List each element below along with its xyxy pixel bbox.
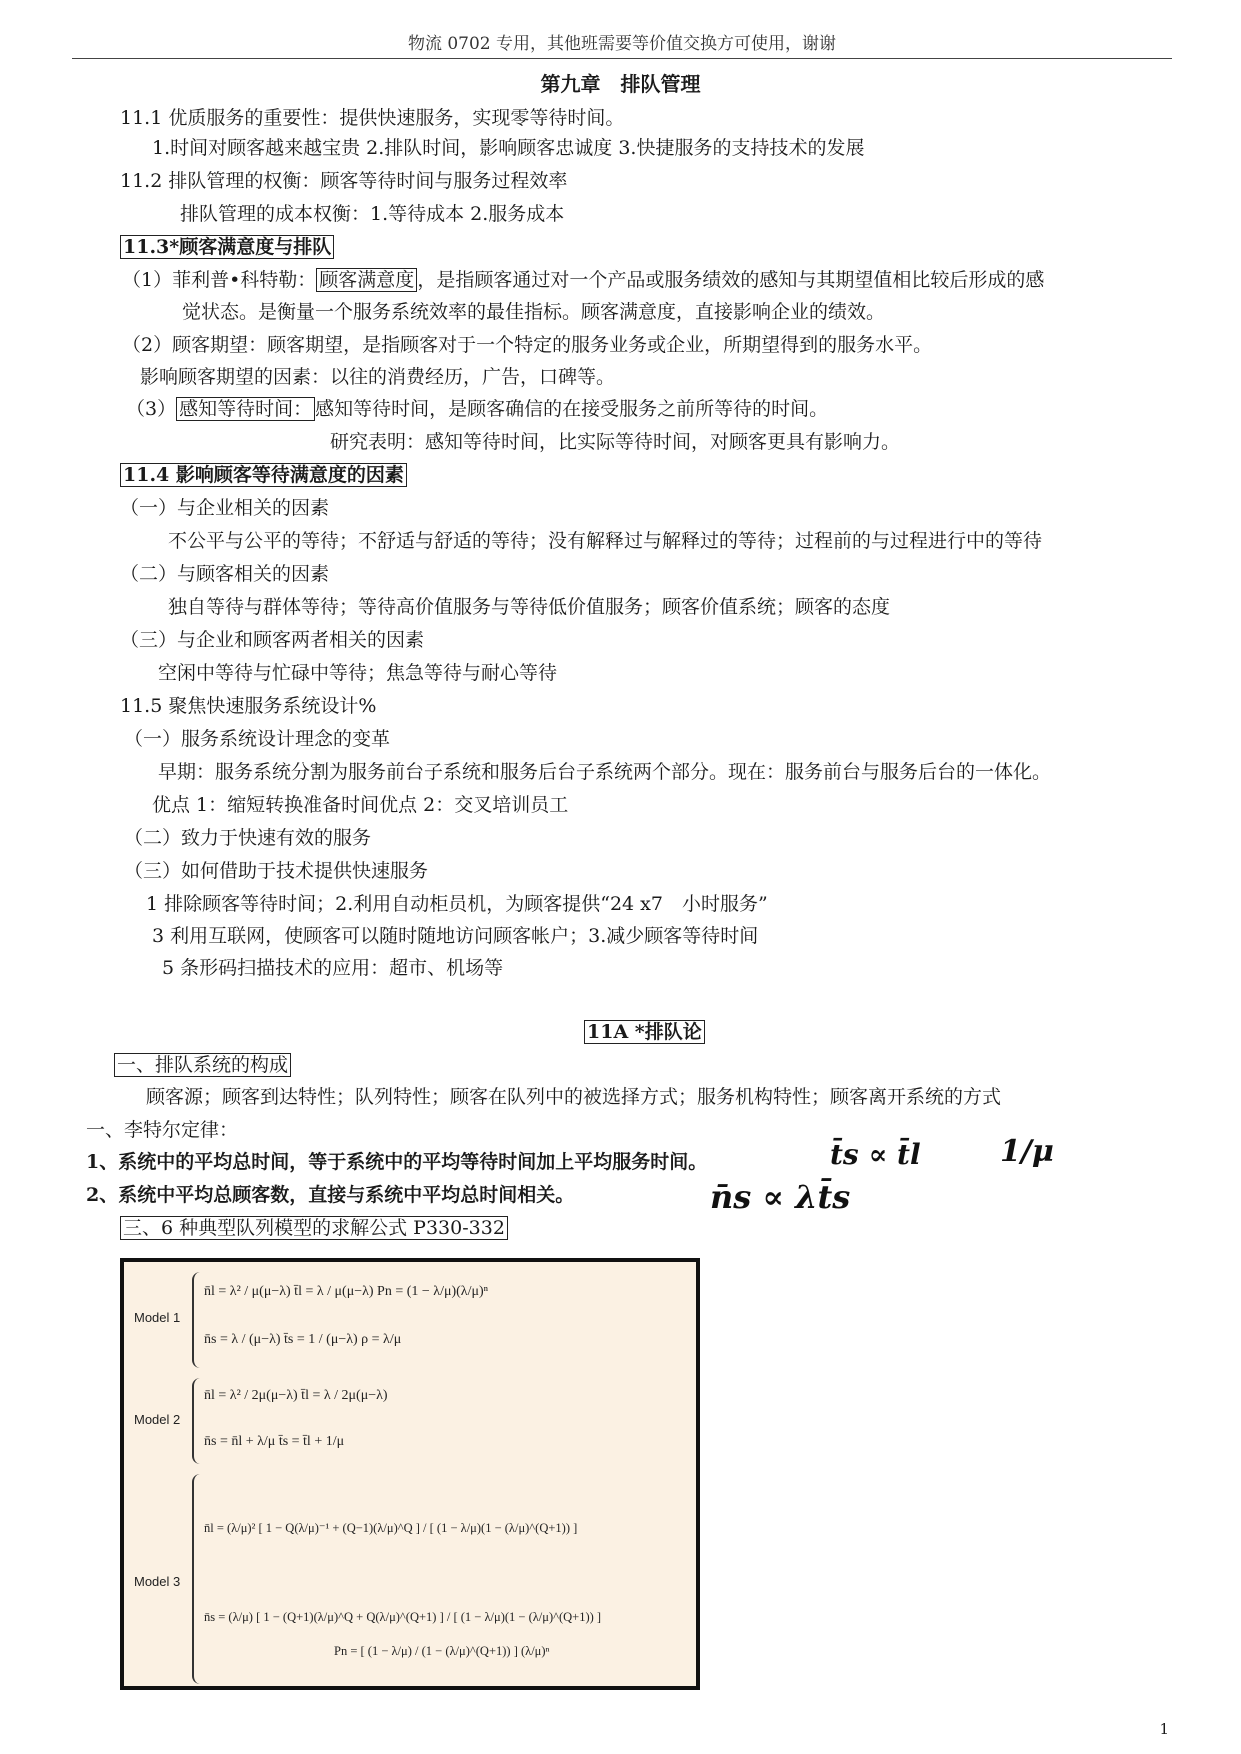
section-heading <box>120 1214 508 1242</box>
text-line: （一）与企业相关的因素 <box>120 497 330 519</box>
formula-line: n̄s = λ / (μ−λ) t̄s = 1 / (μ−λ) ρ = λ/μ <box>204 1332 402 1347</box>
text-span: （3） <box>126 398 177 420</box>
model-label: Model 2 <box>134 1412 181 1427</box>
formula-line: n̄l = λ² / 2μ(μ−λ) t̄l = λ / 2μ(μ−λ) <box>204 1388 388 1403</box>
boxed-heading: 11A *排队论 <box>584 1020 705 1044</box>
formula-line: n̄s = (λ/μ) [ 1 − (Q+1)(λ/μ)^Q + Q(λ/μ)^(Q+1) ] / [ (1 − λ/μ)(1 − (λ/μ)^(Q+1)) ] <box>204 1610 602 1624</box>
text-line: 研究表明：感知等待时间，比实际等待时间，对顾客更具有影响力。 <box>330 431 901 453</box>
text-line: 顾客源；顾客到达特性；队列特性；顾客在队列中的被选择方式；服务机构特性；顾客离开系统的方式 <box>146 1086 1002 1108</box>
text-line: 优点 1：缩短转换准备时间优点 2：交叉培训员工 <box>152 794 569 816</box>
brace <box>192 1474 202 1684</box>
text-span: 感知等待时间，是顾客确信的在接受服务之前所等待的时间。 <box>315 398 829 420</box>
boxed-heading: 11.3*顾客满意度与排队 <box>120 235 334 259</box>
text-line: 觉状态。是衡量一个服务系统效率的最佳指标。顾客满意度，直接影响企业的绩效。 <box>182 301 886 323</box>
text-line: 11.2 排队管理的权衡：顾客等待时间与服务过程效率 <box>120 170 568 192</box>
section-heading <box>114 1051 291 1079</box>
brace <box>192 1272 202 1368</box>
model-label: Model 1 <box>134 1310 181 1325</box>
text-line: 1.时间对顾客越来越宝贵 2.排队时间，影响顾客忠诚度 3.快捷服务的支持技术的发展 <box>152 137 865 159</box>
boxed-heading: 一、排队系统的构成 <box>114 1053 291 1077</box>
section-heading <box>584 1018 705 1046</box>
text-line: （二）与顾客相关的因素 <box>120 563 330 585</box>
page-header: 物流 0702 专用，其他班需要等价值交换方可使用，谢谢 <box>72 30 1172 59</box>
text-line: 空闲中等待与忙碌中等待；焦急等待与耐心等待 <box>158 662 558 684</box>
formula-line: n̄l = λ² / μ(μ−λ) t̄l = λ / μ(μ−λ) Pn = (1 − λ/μ)(λ/μ)ⁿ <box>204 1284 489 1299</box>
text-line <box>126 395 828 423</box>
formula-line: n̄l = (λ/μ)² [ 1 − Q(λ/μ)⁻¹ + (Q−1)(λ/μ)^Q ] / [ (1 − λ/μ)(1 − (λ/μ)^(Q+1)) ] <box>204 1521 578 1535</box>
text-line: （三）如何借助于技术提供快速服务 <box>124 860 429 882</box>
boxed-heading: 11.4 影响顾客等待满意度的因素 <box>120 463 407 487</box>
text-line: （三）与企业和顾客两者相关的因素 <box>120 629 425 651</box>
boxed-term: 顾客满意度 <box>316 268 417 292</box>
text-line: 11.5 聚焦快速服务系统设计% <box>120 695 377 717</box>
text-line: 一、李特尔定律： <box>86 1119 239 1141</box>
section-heading <box>120 233 334 261</box>
brace <box>192 1378 202 1464</box>
text-line: 5 条形码扫描技术的应用：超市、机场等 <box>162 957 504 979</box>
little-law-formula-mu: 1/μ <box>1000 1134 1054 1169</box>
text-line: 独自等待与群体等待；等待高价值服务与等待低价值服务；顾客价值系统；顾客的态度 <box>168 596 891 618</box>
text-line: 排队管理的成本权衡：1.等待成本 2.服务成本 <box>180 203 565 225</box>
chapter-title: 第九章 排队管理 <box>540 72 701 96</box>
queue-model-formulas <box>120 1258 700 1690</box>
text-line: （一）服务系统设计理念的变革 <box>124 728 391 750</box>
boxed-term: 感知等待时间： <box>176 397 315 421</box>
section-heading <box>120 461 407 489</box>
text-line: 2、系统中平均总顾客数，直接与系统中平均总时间相关。 <box>86 1184 575 1206</box>
text-line: 11.1 优质服务的重要性：提供快速服务，实现零等待时间。 <box>120 107 625 129</box>
text-line: 早期：服务系统分割为服务前台子系统和服务后台子系统两个部分。现在：服务前台与服务后台的一体化。 <box>158 761 1052 783</box>
text-line: 不公平与公平的等待；不舒适与舒适的等待；没有解释过与解释过的等待；过程前的与过程进行中的等待 <box>168 530 1043 552</box>
formula-line: n̄s = n̄l + λ/μ t̄s = t̄l + 1/μ <box>204 1434 345 1449</box>
boxed-heading: 三、6 种典型队列模型的求解公式 P330-332 <box>120 1216 508 1240</box>
text-span: ，是指顾客通过对一个产品或服务绩效的感知与其期望值相比较后形成的感 <box>417 269 1045 291</box>
text-line: 1、系统中的平均总时间，等于系统中的平均等待时间加上平均服务时间。 <box>86 1151 708 1173</box>
text-line: 1 排除顾客等待时间；2.利用自动柜员机，为顾客提供“24 x7 小时服务” <box>146 893 768 915</box>
text-line: 影响顾客期望的因素：以往的消费经历，广告，口碑等。 <box>140 366 616 388</box>
text-line: 3 利用互联网，使顾客可以随时随地访问顾客帐户；3.减少顾客等待时间 <box>152 925 759 947</box>
formula-line: Pn = [ (1 − λ/μ) / (1 − (λ/μ)^(Q+1)) ] (λ/μ)ⁿ <box>334 1644 550 1658</box>
little-law-formula-2: n̄s ∝ λt̄s <box>710 1178 851 1216</box>
text-line: （二）致力于快速有效的服务 <box>124 827 372 849</box>
text-line: （2）顾客期望：顾客期望，是指顾客对于一个特定的服务业务或企业，所期望得到的服务水平。 <box>122 334 933 356</box>
model-label: Model 3 <box>134 1574 181 1589</box>
text-line <box>122 266 1044 294</box>
little-law-formula-1: t̄s ∝ t̄l <box>830 1138 921 1171</box>
page-number: 1 <box>1159 1720 1169 1738</box>
text-span: （1）菲利普•科特勒： <box>122 269 317 291</box>
